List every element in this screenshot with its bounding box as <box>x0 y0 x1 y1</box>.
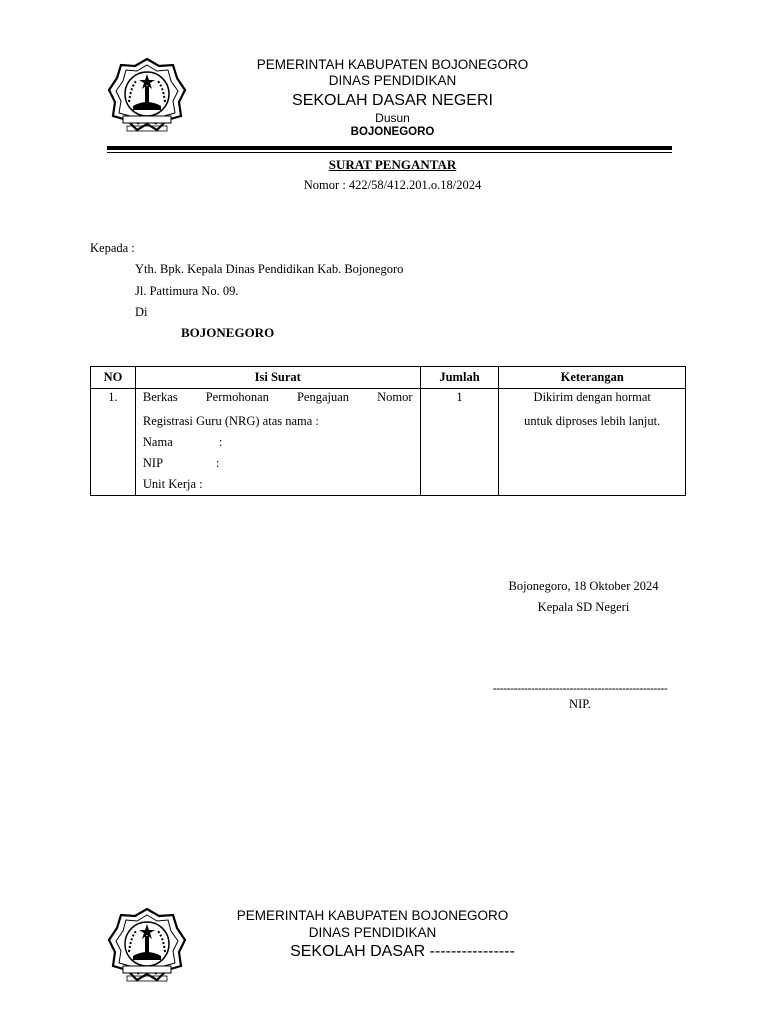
footer-school-name: SEKOLAH DASAR ---------------- <box>290 943 515 960</box>
recipient-label: Kepada : <box>90 241 135 255</box>
row-keterangan: Dikirim dengan hormat untuk diproses lebih lanjut. <box>524 390 661 428</box>
header-department-name: DINAS PENDIDIKAN <box>328 73 457 88</box>
recipient-city: BOJONEGORO <box>181 325 275 340</box>
table-header-no: NO <box>91 367 136 389</box>
header-city: BOJONEGORO <box>350 126 435 138</box>
regency-emblem-logo-footer <box>107 906 187 986</box>
header-address-dusun: Dusun <box>375 111 410 125</box>
table-header-isi-surat: Isi Surat <box>135 367 420 389</box>
letter-title: SURAT PENGANTAR <box>328 157 457 172</box>
recipient-name: Yth. Bpk. Kepala Dinas Pendidikan Kab. Bojonegoro <box>135 262 404 276</box>
isi-nama-line: Nama : <box>142 435 223 449</box>
isi-line-2: Registrasi Guru (NRG) atas nama : <box>142 414 319 428</box>
row-isi-surat <box>143 389 413 495</box>
recipient-address: Jl. Pattimura No. 09. <box>135 284 239 298</box>
footer-government-name: PEMERINTAH KABUPATEN BOJONEGORO <box>236 908 509 923</box>
letterhead-thick-rule <box>107 146 672 150</box>
regency-emblem-logo <box>107 56 187 136</box>
isi-unit-kerja-line: Unit Kerja : <box>142 477 203 491</box>
letter-contents-table <box>90 366 686 496</box>
header-government-name: PEMERINTAH KABUPATEN BOJONEGORO <box>256 57 529 72</box>
isi-line-1: Berkas Permohonan Pengajuan Nomor <box>142 390 413 404</box>
signature-dash-line: -------------------------------------------------- <box>492 681 668 695</box>
footer-department-name: DINAS PENDIDIKAN <box>308 925 437 940</box>
isi-nip-line: NIP : <box>142 456 220 470</box>
row-jumlah: 1 <box>456 390 463 404</box>
letter-number: Nomor : 422/58/412.201.o.18/2024 <box>303 178 482 192</box>
signature-role: Kepala SD Negeri <box>537 600 630 614</box>
table-header-row <box>91 367 686 389</box>
recipient-di: Di <box>135 305 148 319</box>
table-row <box>91 389 686 496</box>
row-number: 1. <box>108 390 118 404</box>
table-header-jumlah: Jumlah <box>420 367 499 389</box>
header-school-name: SEKOLAH DASAR NEGERI <box>292 92 493 109</box>
letterhead-thin-rule <box>107 152 672 153</box>
signature-place-date: Bojonegoro, 18 Oktober 2024 <box>508 579 659 593</box>
table-header-keterangan: Keterangan <box>499 367 686 389</box>
signature-nip: NIP. <box>569 697 591 711</box>
